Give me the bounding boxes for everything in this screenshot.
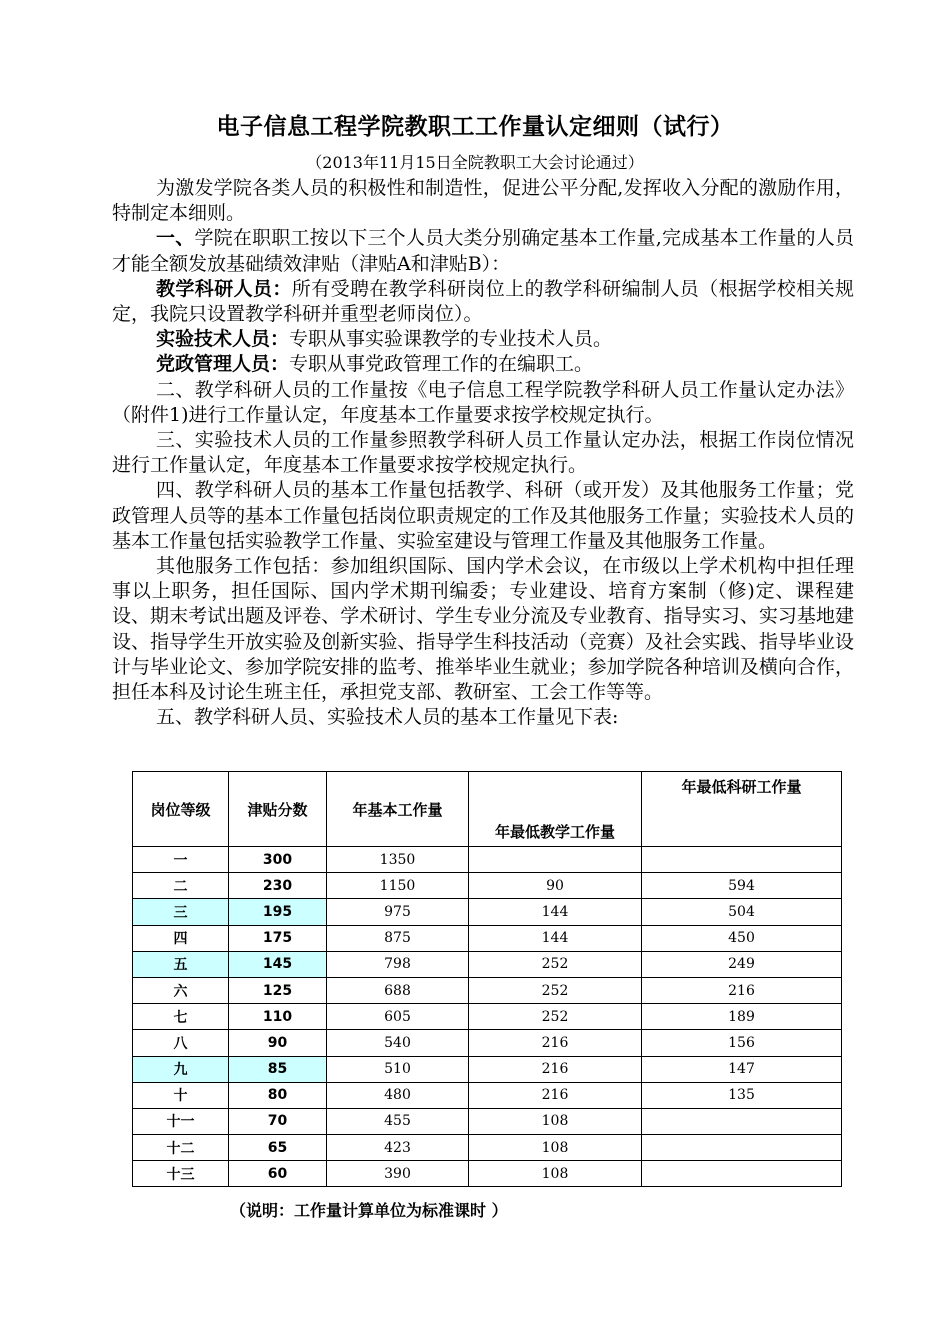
teaching-cell: 216 [469, 1056, 642, 1082]
score-cell: 80 [229, 1082, 327, 1108]
category-label: 党政管理人员： [156, 353, 290, 376]
annual-cell: 975 [327, 899, 469, 925]
section-4-paragraph: 四、教学科研人员的基本工作量包括教学、科研（或开发）及其他服务工作量；党政管理人员等的基本工作量包括岗位职责规定的工作及其他服务工作量；实验技术人员的基本工作量包括实验教学工作量、实验室建设与管理工作量及其他服务工作量。 [112, 479, 854, 552]
annual-cell: 455 [327, 1108, 469, 1134]
research-cell: 594 [642, 873, 842, 899]
score-cell: 125 [229, 977, 327, 1003]
section-1-heading: 一、 [156, 227, 195, 250]
header-annual: 年基本工作量 [327, 772, 469, 847]
research-cell: 156 [642, 1030, 842, 1056]
grade-cell: 十一 [133, 1108, 229, 1134]
grade-cell: 五 [133, 951, 229, 977]
table-row [133, 873, 842, 899]
category-text: 专职从事实验课教学的专业技术人员。 [289, 328, 613, 351]
category-administration [112, 352, 854, 377]
teaching-cell: 144 [469, 899, 642, 925]
score-cell: 70 [229, 1108, 327, 1134]
grade-cell: 三 [133, 899, 229, 925]
grade-cell: 十二 [133, 1135, 229, 1161]
grade-cell: 一 [133, 847, 229, 873]
research-cell [642, 1161, 842, 1187]
teaching-cell: 252 [469, 1004, 642, 1030]
table-row [133, 847, 842, 873]
category-text: 所有受聘在教学科研岗位上的教学科研编制人员（根据学校相关规定，我院只设置教学科研并重型老师岗位）。 [112, 277, 854, 326]
teaching-cell: 216 [469, 1082, 642, 1108]
research-cell: 147 [642, 1056, 842, 1082]
grade-cell: 九 [133, 1056, 229, 1082]
research-cell: 216 [642, 977, 842, 1003]
annual-cell: 423 [327, 1135, 469, 1161]
category-label: 教学科研人员： [156, 277, 292, 300]
annual-cell: 510 [327, 1056, 469, 1082]
score-cell: 145 [229, 951, 327, 977]
table-row [133, 925, 842, 951]
teaching-cell: 108 [469, 1108, 642, 1134]
section-1-text: 学院在职职工按以下三个人员大类分别确定基本工作量,完成基本工作量的人员才能全额发放基础绩效津贴（津贴A和津贴B）： [112, 227, 854, 275]
teaching-cell: 252 [469, 977, 642, 1003]
annual-cell: 875 [327, 925, 469, 951]
grade-cell: 八 [133, 1030, 229, 1056]
section-5-paragraph: 五、教学科研人员、实验技术人员的基本工作量见下表: [156, 706, 619, 729]
category-teaching-research [112, 277, 854, 327]
annual-cell: 540 [327, 1030, 469, 1056]
teaching-cell: 108 [469, 1135, 642, 1161]
category-text: 专职从事党政管理工作的在编职工。 [289, 353, 594, 376]
grade-cell: 六 [133, 977, 229, 1003]
research-cell [642, 1135, 842, 1161]
score-cell: 230 [229, 873, 327, 899]
table-row [133, 1004, 842, 1030]
section-1-paragraph [112, 226, 854, 276]
document-body [112, 176, 854, 730]
table-row [133, 1161, 842, 1187]
score-cell: 85 [229, 1056, 327, 1082]
table-row [133, 1082, 842, 1108]
table-row [133, 1030, 842, 1056]
grade-cell: 二 [133, 873, 229, 899]
annual-cell: 605 [327, 1004, 469, 1030]
score-cell: 195 [229, 899, 327, 925]
research-cell: 450 [642, 925, 842, 951]
document-title: 电子信息工程学院教职工工作量认定细则（试行） [216, 114, 734, 140]
score-cell: 90 [229, 1030, 327, 1056]
grade-cell: 四 [133, 925, 229, 951]
research-cell: 135 [642, 1082, 842, 1108]
annual-cell: 1350 [327, 847, 469, 873]
table-row [133, 1135, 842, 1161]
table-body [133, 847, 842, 1187]
score-cell: 110 [229, 1004, 327, 1030]
annual-cell: 480 [327, 1082, 469, 1108]
teaching-cell: 108 [469, 1161, 642, 1187]
grade-cell: 十三 [133, 1161, 229, 1187]
research-cell [642, 847, 842, 873]
score-cell: 175 [229, 925, 327, 951]
grade-cell: 七 [133, 1004, 229, 1030]
header-research: 年最低科研工作量 [642, 772, 842, 847]
research-cell: 189 [642, 1004, 842, 1030]
header-teaching: 年最低教学工作量 [469, 772, 642, 847]
workload-table [132, 771, 842, 1187]
other-services-paragraph: 其他服务工作包括：参加组织国际、国内学术会议，在市级以上学术机构中担任理事以上职务，担任国际、国内学术期刊编委；专业建设、培育方案制（修)定、课程建设、期末考试出题及评卷、学术研讨、学生专业分流及专业教育、指导实习、实习基地建设、指导学生开放实验及创新实验、指导学生科技活动（竞赛）及社会实践、指导毕业设计与毕业论文、参加学院安排的监考、推举毕业生就业；参加学院各种培训及横向合作，担任本科及讨论生班主任，承担党支部、教研室、工会工作等等。 [112, 555, 854, 704]
teaching-cell [469, 847, 642, 873]
teaching-cell: 90 [469, 873, 642, 899]
annual-cell: 688 [327, 977, 469, 1003]
score-cell: 65 [229, 1135, 327, 1161]
table-row [133, 899, 842, 925]
table-header-row [133, 772, 842, 847]
annual-cell: 390 [327, 1161, 469, 1187]
category-label: 实验技术人员： [156, 328, 290, 351]
table-note: （说明：工作量计算单位为标准课时 ） [230, 1201, 508, 1220]
research-cell [642, 1108, 842, 1134]
table-row [133, 1108, 842, 1134]
section-2-paragraph: 二、教学科研人员的工作量按《电子信息工程学院教学科研人员工作量认定办法》（附件1)进行工作量认定，年度基本工作量要求按学校规定执行。 [112, 378, 854, 426]
table-row [133, 1056, 842, 1082]
table-row [133, 977, 842, 1003]
research-cell: 249 [642, 951, 842, 977]
teaching-cell: 216 [469, 1030, 642, 1056]
teaching-cell: 144 [469, 925, 642, 951]
research-cell: 504 [642, 899, 842, 925]
score-cell: 300 [229, 847, 327, 873]
teaching-cell: 252 [469, 951, 642, 977]
header-grade: 岗位等级 [133, 772, 229, 847]
category-lab-technical [112, 327, 854, 352]
header-score: 津贴分数 [229, 772, 327, 847]
annual-cell: 1150 [327, 873, 469, 899]
table-row [133, 951, 842, 977]
intro-paragraph: 为激发学院各类人员的积极性和制造性，促进公平分配,发挥收入分配的激励作用，特制定本细则。 [112, 177, 854, 225]
grade-cell: 十 [133, 1082, 229, 1108]
document-subtitle: （2013年11月15日全院教职工大会讨论通过） [306, 153, 644, 172]
annual-cell: 798 [327, 951, 469, 977]
section-3-paragraph: 三、实验技术人员的工作量参照教学科研人员工作量认定办法，根据工作岗位情况进行工作量认定，年度基本工作量要求按学校规定执行。 [112, 429, 854, 477]
score-cell: 60 [229, 1161, 327, 1187]
